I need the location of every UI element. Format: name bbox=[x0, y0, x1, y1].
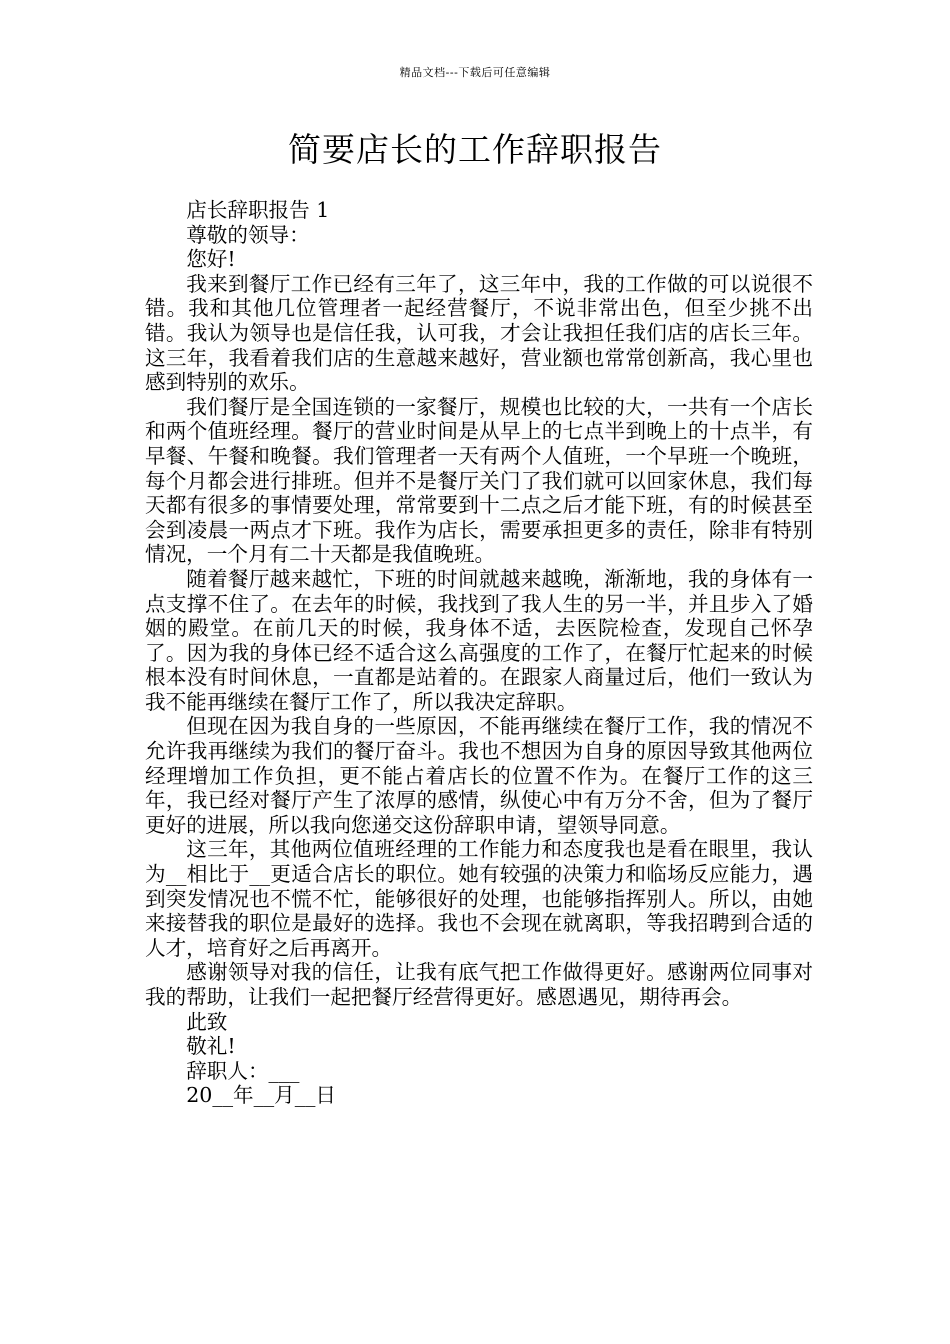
closing-salute: 敬礼! bbox=[186, 1034, 236, 1059]
closing-line: 此致 bbox=[186, 1009, 228, 1034]
paragraph: 我来到餐厅工作已经有三年了，这三年中，我的工作做的可以说很不错。我和其他几位管理者一起经营餐厅，不说非常出色，但至少挑不出错。我认为领导也是信任我，认可我，才会让我担任我们店的店长三年。这三年，我看着我们店的生意越来越好，营业额也常常创新高，我心里也感到特别的欢乐。 bbox=[145, 271, 813, 395]
header-note: 精品文档---下载后可任意编辑 bbox=[399, 66, 551, 79]
paragraph: 我们餐厅是全国连锁的一家餐厅，规模也比较的大，一共有一个店长和两个值班经理。餐厅的营业时间是从早上的七点半到晚上的十点半，有早餐、午餐和晚餐。我们管理者一天有两个人值班，一个早班一个晚班，每个月都会进行排班。但并不是餐厅关门了我们就可以回家休息，我们每天都有很多的事情要处理，常常要到十二点之后才能下班，有的时候甚至会到凌晨一两点才下班。我作为店长，需要承担更多的责任，除非有特别情况，一个月有二十天都是我值晚班。 bbox=[145, 394, 813, 567]
page-title: 简要店长的工作辞职报告 bbox=[288, 130, 662, 169]
paragraph: 随着餐厅越来越忙，下班的时间就越来越晚，渐渐地，我的身体有一点支撑不住了。在去年的时候，我找到了我人生的另一半，并且步入了婚姻的殿堂。在前几天的时候，我身体不适，去医院检查，发现自己怀孕了。因为我的身体已经不适合这么高强度的工作了，在餐厅忙起来的时候根本没有时间休息，一直都是站着的。在跟家人商量过后，他们一致认为我不能再继续在餐厅工作了，所以我决定辞职。 bbox=[145, 566, 813, 714]
salutation: 尊敬的领导： bbox=[186, 222, 310, 247]
paragraph: 这三年，其他两位值班经理的工作能力和态度我也是看在眼里，我认为__相比于__更适合店长的职位。她有较强的决策力和临场反应能力，遇到突发情况也不慌不忙，能够很好的处理，也能够指挥别人。所以，由她来接替我的职位是最好的选择。我也不会现在就离职，等我招聘到合适的人才，培育好之后再离开。 bbox=[145, 837, 813, 960]
greeting: 您好! bbox=[186, 247, 236, 272]
date-line: 20__年__月__日 bbox=[186, 1083, 336, 1108]
document-body bbox=[145, 198, 813, 1108]
signer-line: 辞职人：___ bbox=[186, 1058, 300, 1083]
report-subtitle: 店长辞职报告 1 bbox=[186, 198, 330, 222]
paragraph: 感谢领导对我的信任，让我有底气把工作做得更好。感谢两位同事对我的帮助，让我们一起把餐厅经营得更好。感恩遇见，期待再会。 bbox=[145, 960, 813, 1009]
paragraph: 但现在因为我自身的一些原因，不能再继续在餐厅工作，我的情况不允许我再继续为我们的餐厅奋斗。我也不想因为自身的原因导致其他两位经理增加工作负担，更不能占着店长的位置不作为。在餐厅工作的这三年，我已经对餐厅产生了浓厚的感情，纵使心中有万分不舍，但为了餐厅更好的进展，所以我向您递交这份辞职申请，望领导同意。 bbox=[145, 714, 813, 837]
